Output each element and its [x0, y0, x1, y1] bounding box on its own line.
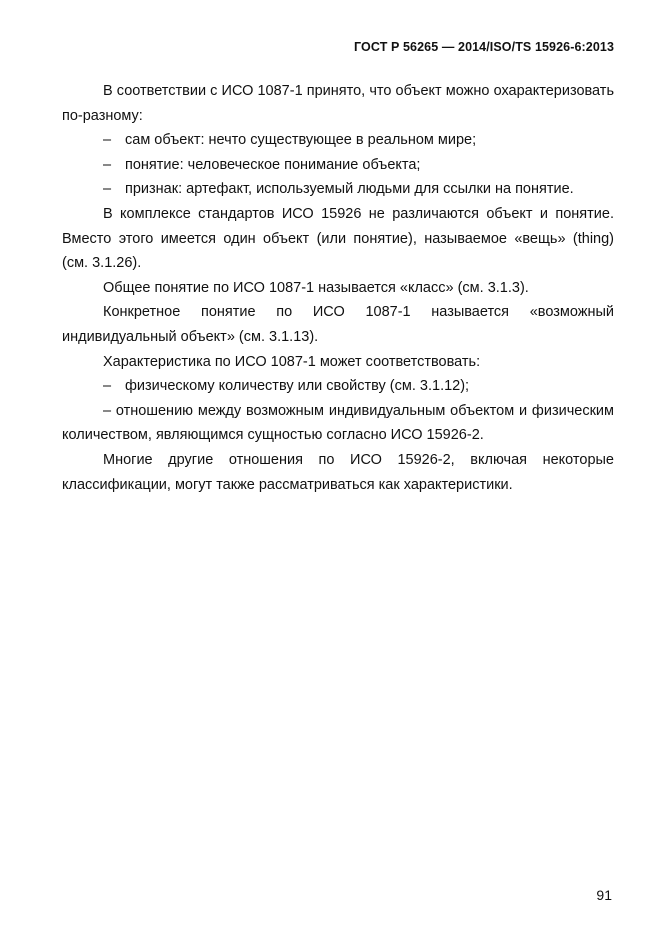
- list-item: [62, 399, 614, 448]
- dash-marker: –: [103, 156, 112, 173]
- list-item-text: отношению между возможным индивидуальным объектом и физическим количеством, являющимся сущностью согласно ИСО 15926-2.: [62, 402, 614, 444]
- paragraph-object-concept: В комплексе стандартов ИСО 15926 не различаются объект и понятие. Вместо этого имеется один объект (или понятие), называемое «вещь» (thing) (см. 3.1.26).: [62, 205, 614, 272]
- paragraph-individual: Конкретное понятие по ИСО 1087-1 называется «возможный индивидуальный объект» (см. 3.1.13).: [62, 304, 614, 345]
- list-item: [62, 374, 614, 399]
- paragraph-relations: Многие другие отношения по ИСО 15926-2, включая некоторые классификации, могут также рассматриваться как характеристики.: [62, 451, 614, 493]
- document-header: ГОСТ Р 56265 — 2014/ISO/TS 15926-6:2013: [354, 40, 614, 54]
- list-item: [62, 128, 614, 153]
- dash-marker: –: [103, 132, 112, 149]
- paragraph-characteristic: Характеристика по ИСО 1087-1 может соответствовать:: [103, 353, 481, 370]
- page-number: 91: [596, 887, 612, 903]
- list-item-text: физическому количеству или свойству (см. 3.1.12);: [125, 378, 470, 395]
- list-item-text: понятие: человеческое понимание объекта;: [125, 156, 421, 173]
- document-body: [62, 79, 614, 497]
- dash-marker: –: [103, 181, 112, 198]
- list-item-text: сам объект: нечто существующее в реальном мире;: [125, 132, 477, 149]
- paragraph-class: Общее понятие по ИСО 1087-1 называется «класс» (см. 3.1.3).: [103, 279, 529, 296]
- list-item-text: признак: артефакт, используемый людьми для ссылки на понятие.: [125, 181, 574, 198]
- list-item: [62, 153, 614, 178]
- paragraph-intro: В соответствии с ИСО 1087-1 принято, что объект можно охарактеризовать по-разному:: [62, 83, 614, 124]
- dash-marker: –: [103, 378, 112, 395]
- dash-marker: –: [103, 402, 112, 419]
- list-item: [62, 177, 614, 202]
